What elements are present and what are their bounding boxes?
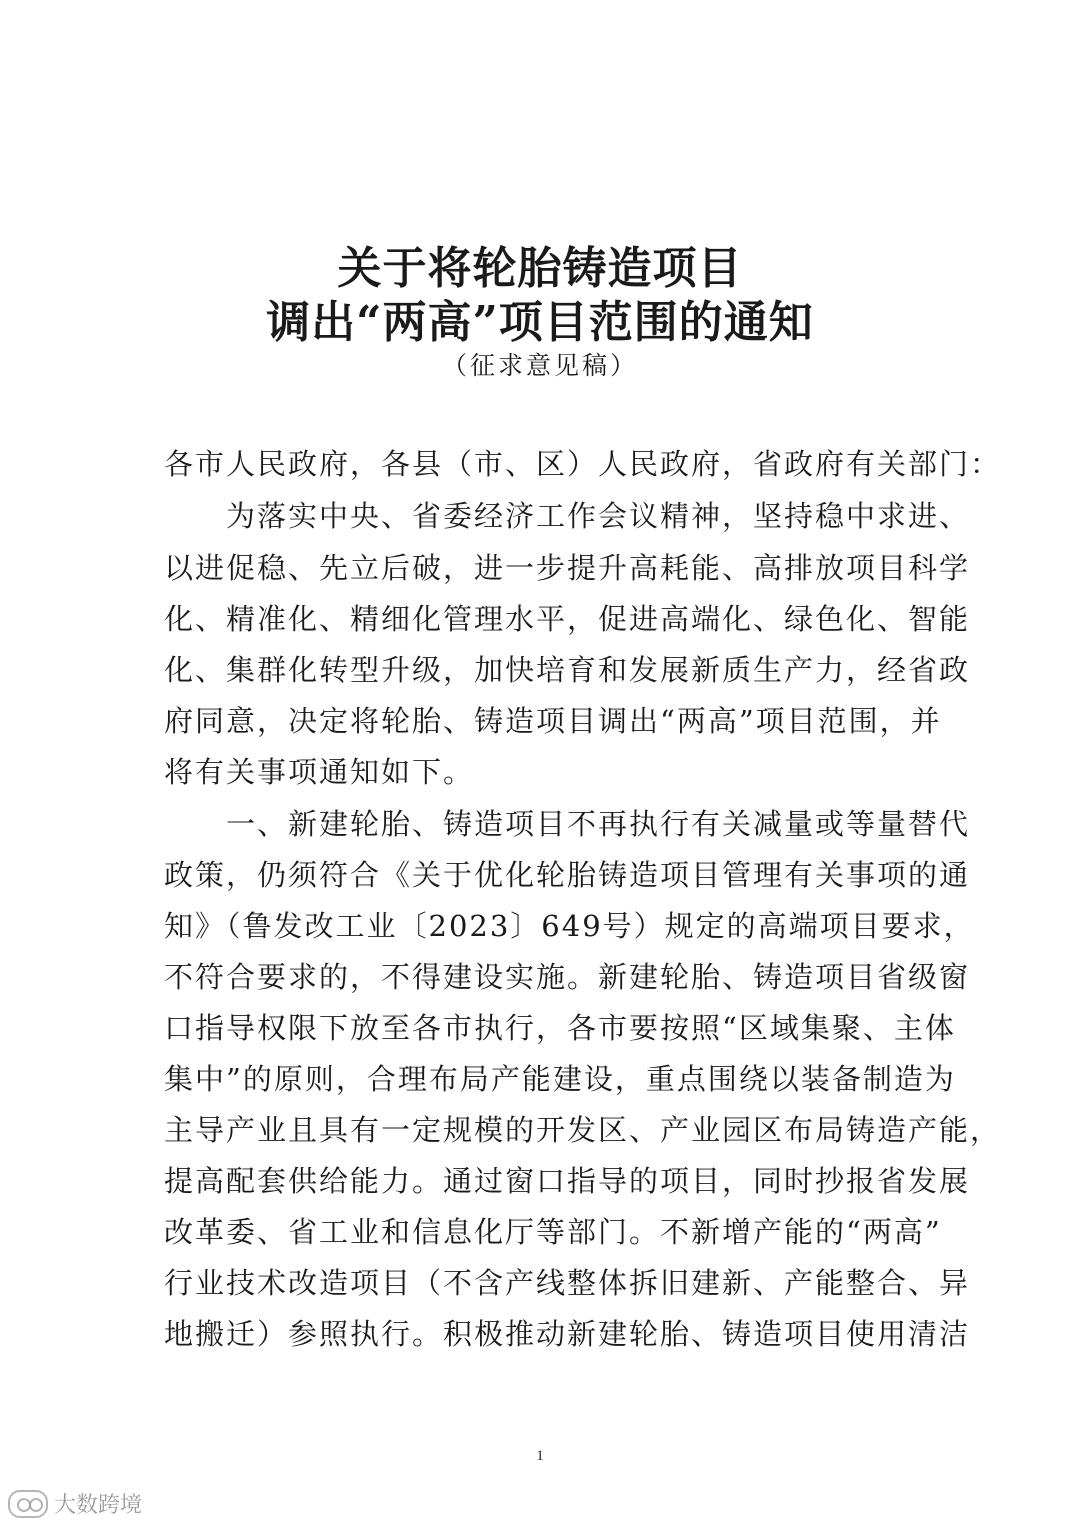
body-line: 以进促稳、先立后破，进一步提升高耗能、高排放项目科学 — [164, 551, 971, 585]
body-line: 不符合要求的，不得建设实施。新建轮胎、铸造项目省级窗 — [164, 960, 971, 994]
body-line: 政策，仍须符合《关于优化轮胎铸造项目管理有关事项的通 — [164, 858, 971, 892]
watermark — [8, 1488, 142, 1519]
body-line: 知》（鲁发改工业〔2023〕649号）规定的高端项目要求， — [164, 909, 975, 943]
body-line: 行业技术改造项目（不含产线整体拆旧建新、产能整合、异 — [164, 1266, 971, 1300]
body-line: 为落实中央、省委经济工作会议精神，坚持稳中求进、 — [164, 499, 971, 533]
document-title-line1: 关于将轮胎铸造项目 — [337, 243, 743, 294]
body-line: 地搬迁）参照执行。积极推动新建轮胎、铸造项目使用清洁 — [164, 1317, 971, 1351]
body-line: 将有关事项通知如下。 — [164, 755, 475, 789]
logo-icon — [8, 1490, 48, 1518]
body-line: 改革委、省工业和信息化厅等部门。不新增产能的“两高” — [164, 1215, 942, 1249]
document-subtitle: （征求意见稿） — [441, 351, 638, 380]
body-line: 府同意，决定将轮胎、铸造项目调出“两高”项目范围，并 — [164, 704, 942, 738]
body-line: 各市人民政府，各县（市、区）人民政府，省政府有关部门： — [164, 447, 1002, 481]
body-line: 主导产业且具有一定规模的开发区、产业园区布局铸造产能， — [164, 1113, 1002, 1147]
body-line: 口指导权限下放至各市执行，各市要按照“区域集聚、主体 — [164, 1011, 956, 1045]
body-line: 化、精准化、精细化管理水平，促进高端化、绿色化、智能 — [164, 602, 971, 636]
body-line: 提高配套供给能力。通过窗口指导的项目，同时抄报省发展 — [164, 1164, 971, 1198]
watermark-text: 大数跨境 — [54, 1493, 143, 1518]
body-line: 集中”的原则，合理布局产能建设，重点围绕以装备制造为 — [164, 1062, 956, 1096]
document-title-line2: 调出“两高”项目范围的通知 — [266, 297, 814, 348]
body-line: 一、新建轮胎、铸造项目不再执行有关减量或等量替代 — [164, 807, 971, 841]
body-line: 化、集群化转型升级，加快培育和发展新质生产力，经省政 — [164, 653, 971, 687]
page-number: 1 — [536, 1448, 544, 1464]
